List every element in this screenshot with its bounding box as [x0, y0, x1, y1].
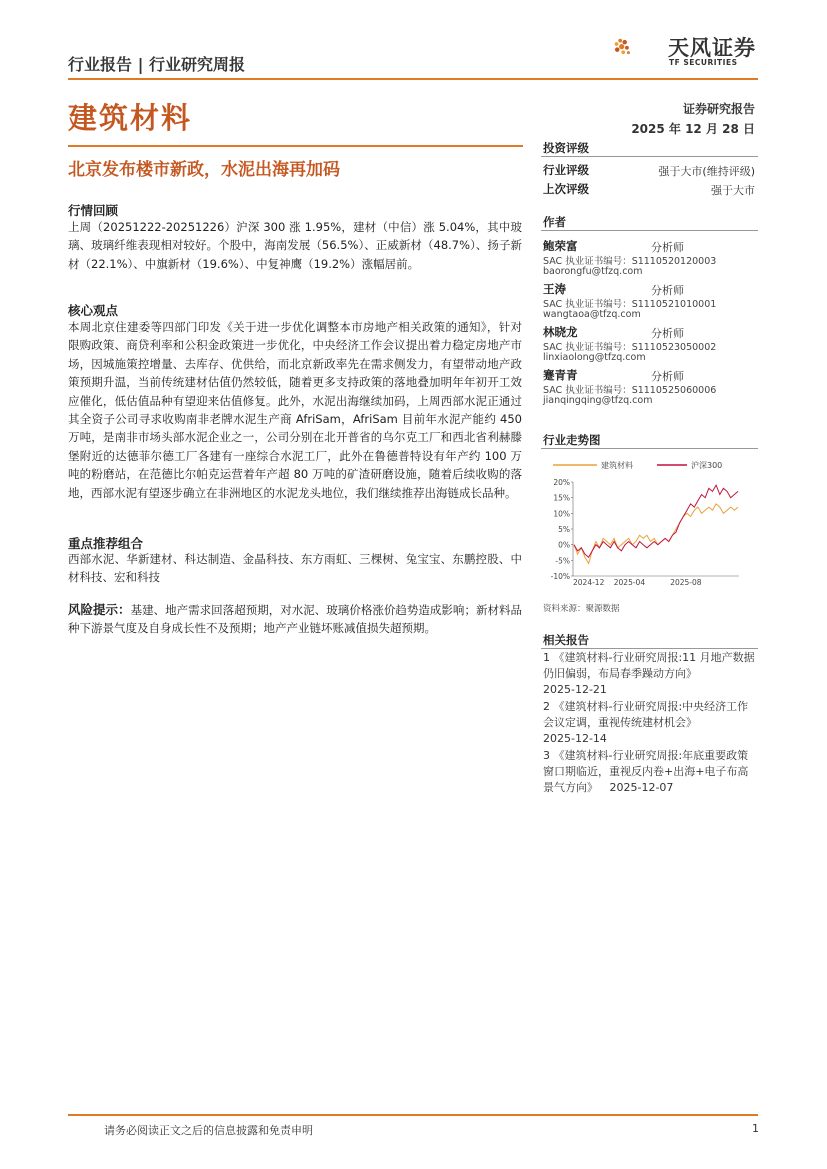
y-tick-label: 0% — [558, 540, 570, 550]
author-name: 鲍荣富 — [543, 239, 578, 253]
authors-heading: 作者 — [543, 215, 566, 229]
x-tick-label: 2025-08 — [670, 578, 702, 587]
related-heading: 相关报告 — [543, 633, 589, 647]
logo-icon — [612, 22, 668, 72]
page-title: 北京发布楼市新政，水泥出海再加码 — [68, 160, 340, 180]
logo-subtext: TF SECURITIES — [669, 58, 738, 67]
related-report[interactable] — [543, 748, 758, 796]
core-view-heading: 核心观点 — [68, 303, 119, 318]
related-report-title[interactable]: 1 《建筑材料-行业研究周报:11 月地产数据仍旧偏弱，布局春季躁动方向》 — [543, 651, 755, 680]
related-divider — [541, 648, 758, 649]
author-role: 分析师 — [651, 370, 684, 383]
rating-value-previous: 强于大市 — [711, 184, 755, 197]
series-line-0 — [574, 504, 738, 564]
chart-source: 资料来源：聚源数据 — [543, 604, 620, 614]
y-tick-label: 15% — [553, 493, 570, 503]
portfolio-heading: 重点推荐组合 — [68, 536, 144, 551]
x-tick-label: 2024-12 — [573, 578, 605, 587]
author-role: 分析师 — [651, 284, 684, 297]
y-tick-label: -10% — [550, 572, 570, 581]
author-name: 林晓龙 — [543, 325, 578, 339]
header-divider — [68, 78, 758, 80]
related-report[interactable] — [543, 699, 758, 747]
trend-heading: 行业走势图 — [543, 433, 601, 447]
legend-label: 沪深300 — [691, 461, 723, 470]
legend-label: 建筑材料 — [601, 461, 633, 470]
y-tick-label: 10% — [553, 509, 570, 519]
rating-value-current: 强于大市(维持评级) — [658, 165, 755, 178]
related-report-title[interactable]: 3 《建筑材料-行业研究周报:年底重要政策窗口期临近，重视反内卷+出海+电子布高景气方向》 — [543, 749, 749, 794]
y-tick-label: 5% — [558, 525, 570, 534]
rating-heading: 投资评级 — [543, 141, 589, 155]
author-email[interactable]: linxiaolong@tfzq.com — [543, 352, 646, 363]
report-type: 行业报告 | 行业研究周报 — [68, 55, 245, 74]
rating-divider-top — [541, 156, 758, 157]
author-email[interactable]: jianqingqing@tfzq.com — [543, 395, 653, 406]
rating-label-previous: 上次评级 — [543, 182, 589, 196]
author-email[interactable]: wangtaoa@tfzq.com — [543, 309, 641, 320]
author-name: 蹇青青 — [543, 368, 578, 382]
author-name: 王涛 — [543, 282, 566, 296]
report-date: 2025 年 12 月 28 日 — [631, 122, 755, 136]
related-report-date: 2025-12-21 — [543, 683, 607, 696]
author-role: 分析师 — [651, 327, 684, 340]
market-review-text: 上周（20251222-20251226）沪深 300 涨 1.95%，建材（中信）涨 5.04%，其中玻璃、玻璃纤维表现相对较好。个股中，海南发展（56.5%）、正威新材（48.7%）、扬子新材（22.1%）、中旗新材（19.6%）、中复神鹰（19.2%）涨幅居前。 — [68, 220, 522, 271]
footer-divider — [68, 1114, 758, 1116]
author-role: 分析师 — [651, 241, 684, 254]
author-cert: SAC 执业证书编号：S1110520120003 — [543, 256, 717, 267]
related-report-date: 2025-12-14 — [543, 732, 607, 745]
footer-disclaimer: 请务必阅读正文之后的信息披露和免责申明 — [104, 1124, 313, 1137]
y-tick-label: -5% — [555, 556, 570, 566]
x-tick-label: 2025-04 — [613, 578, 646, 587]
risk-label: 风险提示： — [68, 602, 131, 617]
related-report-date: 2025-12-07 — [609, 781, 674, 794]
authors-divider — [541, 230, 758, 231]
author-cert: SAC 执业证书编号：S1110521010001 — [543, 299, 717, 310]
portfolio-text: 西部水泥、华新建材、科达制造、金晶科技、东方雨虹、三棵树、兔宝宝、东鹏控股、中材科技、宏和科技 — [68, 552, 522, 585]
trend-divider — [541, 448, 758, 449]
page-number: 1 — [752, 1122, 759, 1135]
related-report[interactable] — [543, 650, 758, 698]
series-line-1 — [574, 485, 738, 557]
industry-name: 建筑材料 — [68, 101, 193, 135]
author-cert: SAC 执业证书编号：S1110525060006 — [543, 385, 717, 396]
risk-block — [68, 601, 522, 638]
report-category: 证券研究报告 — [682, 102, 755, 116]
title-divider — [68, 145, 523, 147]
rating-label-current: 行业评级 — [543, 163, 589, 177]
trend-chart — [541, 452, 758, 592]
core-view-text: 本周北京住建委等四部门印发《关于进一步优化调整本市房地产相关政策的通知》，针对限购政策、商贷利率和公积金政策进一步优化，中央经济工作会议提出着力稳定房地产市场，因城施策控增量、去库存、优供给，而北京新政率先在需求侧发力，有望带动地产政策预期升温，当前传统建材估值仍然较低，随着更多支持政策的落地叠加明年年初开工效应催化，低估值品种有望迎来估值修复。此外，水泥出海继续加码，上周西部水泥正通过其全资子公司寻求收购南非老牌水泥生产商 AfriSam，AfriSam 目前年水泥产能约 450 万吨，是南非市场头部水泥企业之一，公司分别在北开普省的乌尔克工厂和西北省利赫滕堡附近的达德菲尔德工厂各建有一座综合水泥工厂，此外在鲁德普特设有年产约 100 万吨的粉磨站，在范德比尔帕克运营着年产超 80 万吨的矿渣研磨设施，随着后续收购的落地，西部水泥有望逐步确立在非洲地区的水泥龙头地位，我们继续推荐出海链成长品种。 — [68, 320, 522, 500]
logo-text: 天风证券 — [668, 36, 756, 60]
related-report-title[interactable]: 2 《建筑材料-行业研究周报:中央经济工作会议定调，重视传统建材机会》 — [543, 700, 749, 729]
author-cert: SAC 执业证书编号：S1110523050002 — [543, 342, 717, 353]
market-review-heading: 行情回顾 — [68, 203, 119, 218]
risk-text: 基建、地产需求回落超预期，对水泥、玻璃价格涨价趋势造成影响；新材料品种下游景气度及自身成长性不及预期；地产产业链坏账减值损失超预期。 — [68, 603, 522, 636]
author-email[interactable]: baorongfu@tfzq.com — [543, 266, 643, 277]
y-tick-label: 20% — [553, 478, 570, 487]
